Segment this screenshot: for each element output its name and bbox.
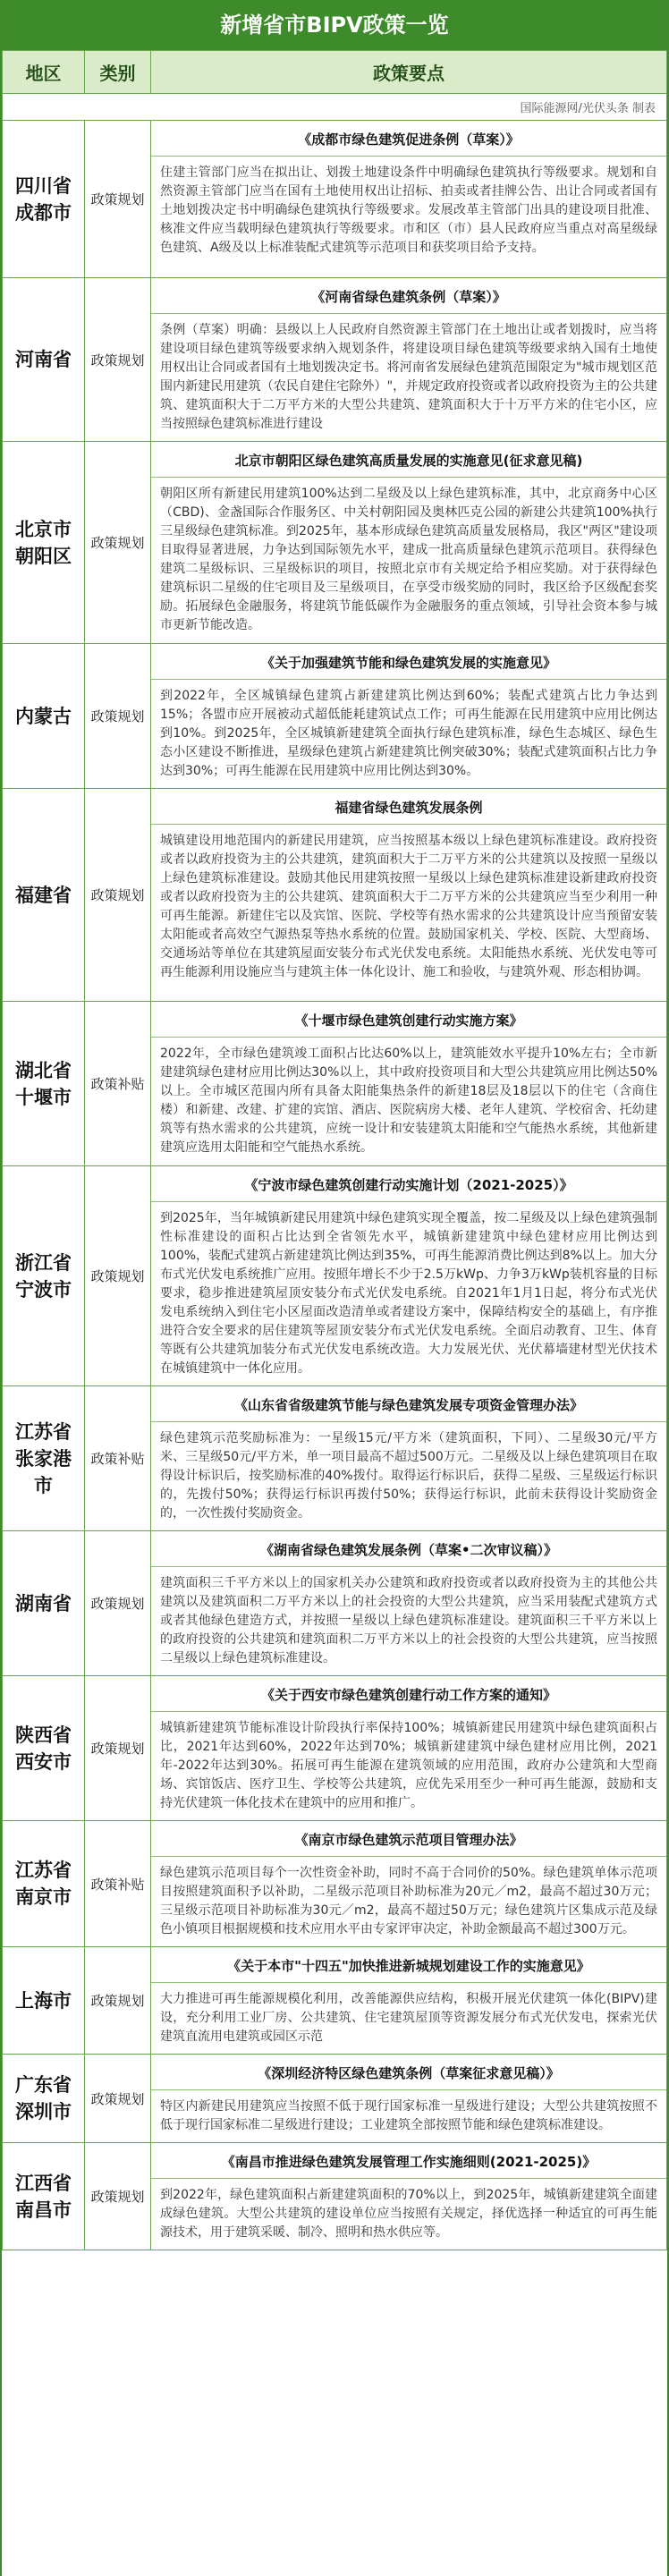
content-cell (151, 2143, 667, 2250)
policy-summary-text: 到2025年，当年城镇新建民用建筑中绿色建筑实现全覆盖，按二星级及以上绿色建筑强制性标准建设的面积占比达到全省领先水平，城镇新建建筑中绿色建材应用比例达到100%，装配式建筑占新建建筑比例达到35%，可再生能源消费比例达到8%以上。加大分布式光伏发电系统推广应用。按照年增长不少于2.5万kWp、力争3万kWp装机容量的目标要求，稳步推进建筑屋顶安装分布式光伏发电系统。自2021年1月1日起，将分布式光伏发电系统纳入到住宅小区屋面改造清单或者建设方案中，保障结构安全的基础上，有序推进符合安全要求的居住建筑等屋顶安装分布式光伏发电系统。全面启动教育、卫生、体育等既有公共建筑加装分布式光伏发电系统改造。大力发展光伏、光伏幕墙建材型光伏技术在城镇建筑中一体化应用。 (160, 1211, 657, 1376)
content-cell (151, 442, 667, 644)
region-cell: 福建省 (3, 789, 85, 1002)
table-row (3, 1821, 667, 1947)
category-cell: 政策规划 (85, 1947, 151, 2055)
policy-table (2, 50, 667, 2250)
content-cell (151, 1386, 667, 1531)
category-cell: 政策规划 (85, 789, 151, 1002)
category-cell: 政策规划 (85, 442, 151, 644)
region-cell: 浙江省 宁波市 (3, 1166, 85, 1386)
policy-summary-text: 建筑面积三千平方米以上的国家机关办公建筑和政府投资或者以政府投资为主的其他公共建筑以及建筑面积二万平方米以上的社会投资的大型公共建筑，应当采用装配式建筑方式或者其他绿色建造方式，并按照一星级以上绿色建筑标准建设。建筑面积三千平方米以上的政府投资的公共建筑和建筑面积二万平方米以上的社会投资的大型公共建筑，应当按照二星级以上绿色建筑标准建设。 (160, 1576, 657, 1665)
policy-summary-text: 到2022年，全区城镇绿色建筑占新建建筑比例达到60%；装配式建筑占比力争达到15%；各盟市应开展被动式超低能耗建筑试点工作；可再生能源在民用建筑中应用比例达到10%。到2025年，全区城镇新建建筑全面执行绿色建筑标准，绿色生态城区、绿色生态小区建设不断推进，星级绿色建筑占新建建筑比例突破30%；装配式建筑面积占比力争达到30%；可再生能源在民用建筑中应用比例达到30%。 (160, 689, 657, 778)
region-cell: 湖北省 十堰市 (3, 1002, 85, 1166)
table-row (3, 2055, 667, 2143)
content-cell (151, 121, 667, 278)
content-cell (151, 1676, 667, 1821)
policy-document-title: 北京市朝阳区绿色建筑高质量发展的实施意见(征求意见稿) (151, 442, 666, 478)
policy-summary-text: 绿色建筑示范奖励标准为：一星级15元/平方米（建筑面积，下同）、二星级30元/平方米、三星级50元/平方米，单一项目最高不超过500万元。二星级及以上绿色建筑项目在取得设计标识后，按奖励标准的40%拨付。取得运行标识后，获得二星级、三星级运行标识的，先拨付50%；获得运行标识再拨付50%；获得运行标识，此前未获得设计奖励资金的，一次性拨付奖励资金。 (160, 1431, 657, 1521)
policy-summary-text: 绿色建筑示范项目每个一次性资金补助，同时不高于合同价的50%。绿色建筑单体示范项目按照建筑面积予以补助，二星级示范项目补助标准为20元／m2，最高不超过30万元；三星级示范项目补助标准为30元／m2，最高不超过50万元；绿色建筑片区集成示范及绿色小镇项目根据规模和技术应用水平由专家评审决定，补助金额最高不超过300万元。 (160, 1866, 657, 1936)
category-cell: 政策规划 (85, 2055, 151, 2143)
policy-document-title: 《河南省绿色建筑条例（草案）》 (151, 278, 666, 314)
region-cell: 四川省 成都市 (3, 121, 85, 278)
policy-summary-text: 特区内新建民用建筑应当按照不低于现行国家标准一星级进行建设；大型公共建筑按照不低于现行国家标准二星级进行建设；工业建筑全部按照节能和绿色建筑标准建设。 (160, 2099, 657, 2132)
table-row (3, 1676, 667, 1821)
table-row (3, 2143, 667, 2250)
policy-document-title: 《关于加强建筑节能和绿色建筑发展的实施意见》 (151, 644, 666, 680)
policy-document-title: 《南京市绿色建筑示范项目管理办法》 (151, 1821, 666, 1857)
source-note: 国际能源网/光伏头条 制表 (3, 94, 667, 121)
category-cell: 政策补贴 (85, 1002, 151, 1166)
content-cell (151, 1166, 667, 1386)
category-cell: 政策规划 (85, 278, 151, 442)
policy-summary-text: 朝阳区所有新建民用建筑100%达到二星级及以上绿色建筑标准，其中，北京商务中心区（CBD)、金盏国际合作服务区、中关村朝阳园及奥林匹克公园的新建公共建筑100%执行三星级绿色建筑标准。到2025年，基本形成绿色建筑高质量发展格局，我区"两区"建设项目取得显著进展，力争达到国际领先水平，建成一批高质量绿色建筑示范项目。获得绿色建筑二星级标识、三星级标识的项目，按照北京市有关规定给予相应奖励。对于获得绿色建筑标识二星级的住宅项目及三星级项目，在享受市级奖励的同时，我区给予区级配套奖励。拓展绿色金融服务，将建筑节能低碳作为金融服务的重点领域，引导社会资本参与城市更新节能改造。 (160, 487, 657, 632)
policy-summary-text: 2022年，全市绿色建筑竣工面积占比达60%以上，建筑能效水平提升10%左右；全市新建建筑绿色建材应用比例达30%以上，其中政府投资项目和大型公共建筑应用比例达50%以上。全市城区范围内所有具备太阳能集热条件的新建18层及18层以下的住宅（含商住楼）和新建、改建、扩建的宾馆、酒店、医院病房大楼、老年人建筑、学校宿舍、托幼建筑等有热水需求的公共建筑，应统一设计和安装建筑太阳能和空气能热水系统，其他新建建筑应选用太阳能和空气能热水系统。 (160, 1046, 657, 1155)
content-cell (151, 278, 667, 442)
region-cell: 北京市 朝阳区 (3, 442, 85, 644)
region-cell: 上海市 (3, 1947, 85, 2055)
table-header-row (3, 51, 667, 94)
content-cell (151, 644, 667, 789)
table-row (3, 1002, 667, 1166)
category-cell: 政策规划 (85, 1166, 151, 1386)
category-cell: 政策规划 (85, 1531, 151, 1676)
policy-document-title: 《十堰市绿色建筑创建行动实施方案》 (151, 1002, 666, 1038)
policy-summary-text: 到2022年，绿色建筑面积占新建建筑面积的70%以上，到2025年，城镇新建建筑全面建成绿色建筑。大型公共建筑的建设单位应当按照有关规定，择优选择一种适宜的可再生能源技术，用于建筑采暖、制冷、照明和热水供应等。 (160, 2188, 657, 2240)
category-cell: 政策规划 (85, 121, 151, 278)
policy-document-title: 《深圳经济特区绿色建筑条例（草案征求意见稿）》 (151, 2055, 666, 2090)
content-cell (151, 2055, 667, 2143)
policy-document-title: 《山东省省级建筑节能与绿色建筑发展专项资金管理办法》 (151, 1386, 666, 1422)
category-cell: 政策规划 (85, 1676, 151, 1821)
region-cell: 河南省 (3, 278, 85, 442)
policy-document-title: 《湖南省绿色建筑发展条例（草案•二次审议稿）》 (151, 1531, 666, 1567)
table-row (3, 644, 667, 789)
policy-summary-text: 条例（草案）明确：县级以上人民政府自然资源主管部门在土地出让或者划拨时，应当将建设项目绿色建筑等级要求纳入规划条件，将建设项目绿色建筑等级要求纳入国有土地使用权出让合同或者国有土地划拨决定书。将河南省发展绿色建筑范围限定为"城市规划区范围内新建民用建筑（农民自建住宅除外）"，并规定政府投资或者以政府投资为主的公共建筑、建筑面积大于二万平方米的大型公共建筑、建筑面积大于十万平方米的住宅小区，应当按照绿色建筑标准进行建设 (160, 323, 657, 431)
region-cell: 江苏省 张家港 市 (3, 1386, 85, 1531)
page-title: 新增省市BIPV政策一览 (2, 0, 667, 50)
policy-document-title: 《宁波市绿色建筑创建行动实施计划（2021-2025）》 (151, 1166, 666, 1202)
policy-document-title: 《关于西安市绿色建筑创建行动工作方案的通知》 (151, 1676, 666, 1712)
region-cell: 湖南省 (3, 1531, 85, 1676)
table-row (3, 1531, 667, 1676)
table-row (3, 121, 667, 278)
region-cell: 江西省 南昌市 (3, 2143, 85, 2250)
content-cell (151, 1531, 667, 1676)
category-cell: 政策规划 (85, 644, 151, 789)
table-row (3, 1386, 667, 1531)
header-category: 类别 (85, 51, 151, 94)
policy-document-title: 《关于本市"十四五"加快推进新城规划建设工作的实施意见》 (151, 1947, 666, 1983)
policy-summary-text: 住建主管部门应当在拟出让、划拨土地建设条件中明确绿色建筑执行等级要求。规划和自然资源主管部门应当在国有土地使用权出让招标、拍卖或者挂牌公告、出让合同或者国有土地划拨决定书中明确绿色建筑执行等级要求。发展改革主管部门出具的建设项目批准、核准文件应当载明绿色建筑执行等级要求。市和区（市）县人民政府应当重点对高星级绿色建筑、A级及以上标准装配式建筑等示范项目和获奖项目给予支持。 (160, 165, 657, 255)
table-row (3, 789, 667, 1002)
content-cell (151, 1947, 667, 2055)
policy-summary-text: 城镇建设用地范围内的新建民用建筑，应当按照基本级以上绿色建筑标准建设。政府投资或者以政府投资为主的公共建筑，建筑面积大于二万平方米的公共建筑以及按照一星级以上绿色建筑标准建设。鼓励其他民用建筑按照一星级以上绿色建筑标准建设新建政府投资或者以政府投资为主的公共建筑、建筑面积大于二万平方米的公共建筑应当至少利用一种可再生能源。新建住宅以及宾馆、医院、学校等有热水需求的公共建筑设计应当预留安装太阳能或者高效空气源热泵等热水系统的位置。鼓励国家机关、学校、医院、大型商场、交通场站等单位在其建筑屋面安装分布式光伏发电系统。太阳能热水系统、光伏发电等可再生能源利用设施应当与建筑主体一体化设计、施工和验收，与建筑外观、形态相协调。 (160, 834, 657, 979)
table-row (3, 1166, 667, 1386)
policy-document-title: 《南昌市推进绿色建筑发展管理工作实施细则(2021-2025)》 (151, 2143, 666, 2179)
content-cell (151, 1002, 667, 1166)
category-cell: 政策规划 (85, 2143, 151, 2250)
policy-document-title: 福建省绿色建筑发展条例 (151, 789, 666, 825)
content-cell (151, 789, 667, 1002)
policy-document-title: 《成都市绿色建筑促进条例（草案）》 (151, 121, 666, 157)
region-cell: 广东省 深圳市 (3, 2055, 85, 2143)
source-row (3, 94, 667, 121)
header-region: 地区 (3, 51, 85, 94)
region-cell: 江苏省 南京市 (3, 1821, 85, 1947)
category-cell: 政策补贴 (85, 1386, 151, 1531)
policy-summary-text: 城镇新建建筑节能标准设计阶段执行率保持100%；城镇新建民用建筑中绿色建筑面积占比，2021年达到60%，2022年达到70%；城镇新建建筑中绿色建材应用比例，2021年-2022年达到30%。拓展可再生能源在建筑领域的应用范围，政府办公建筑和大型商场、宾馆饭店、医疗卫生、学校等公共建筑，应优先采用至少一种可再生能源，鼓励和支持光伏建筑一体化技术在建筑中的应用和推广。 (160, 1721, 657, 1810)
content-cell (151, 1821, 667, 1947)
category-cell: 政策补贴 (85, 1821, 151, 1947)
table-row (3, 1947, 667, 2055)
table-row (3, 442, 667, 644)
header-content: 政策要点 (151, 51, 667, 94)
table-row (3, 278, 667, 442)
region-cell: 陕西省 西安市 (3, 1676, 85, 1821)
policy-summary-text: 大力推进可再生能源规模化利用，改善能源供应结构，积极开展光伏建筑一体化(BIPV)建设，充分利用工业厂房、公共建筑、住宅建筑屋顶等资源发展分布式光伏发电，探索光伏建筑直流用电建筑或园区示范 (160, 1992, 657, 2044)
region-cell: 内蒙古 (3, 644, 85, 789)
